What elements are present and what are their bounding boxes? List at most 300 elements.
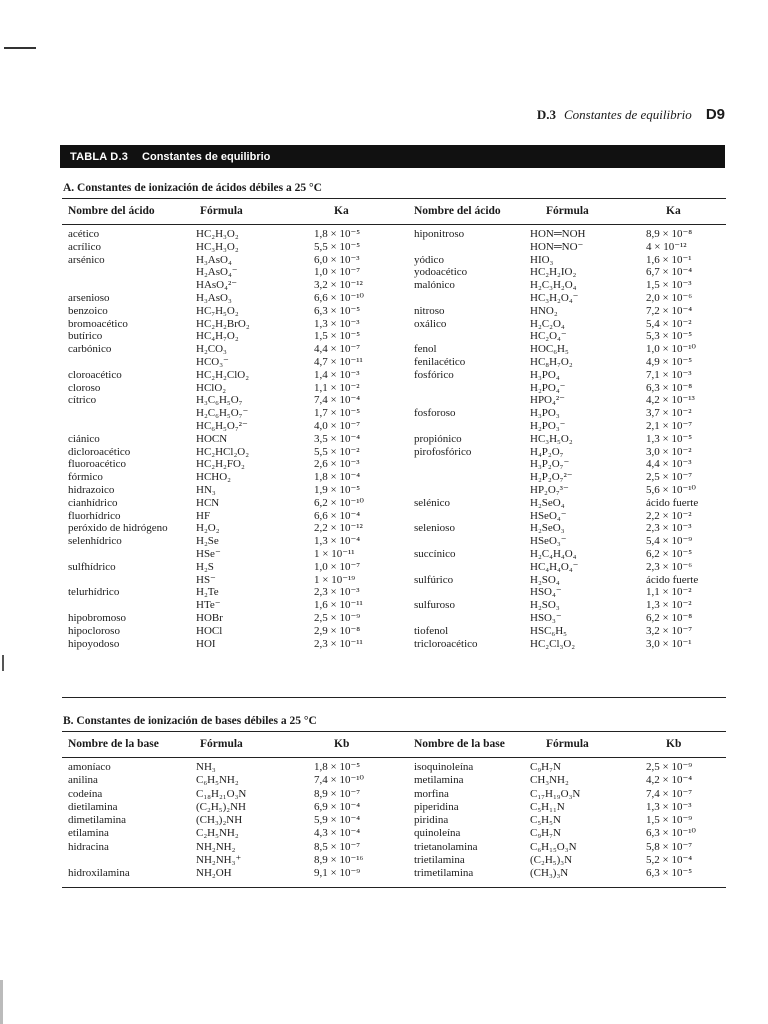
table-b-bottom-rule [62,887,726,888]
table-cell: butírico [68,330,103,343]
table-cell: 6,6 × 10⁻¹⁰ [314,291,364,304]
table-cell: H₃C₆H₅O₇ [196,394,243,407]
table-cell: H₂O₂ [196,522,220,535]
table-cell: H₂C₄H₄O₄ [530,547,577,560]
table-a-body [62,228,726,650]
table-cell: hipobromoso [68,611,127,624]
table-cell: H₃PO₄ [530,368,560,381]
table-cell: 1,5 × 10⁻³ [646,279,692,292]
table-cell: HCN [196,496,220,509]
table-cell: isoquinoleína [414,761,474,773]
table-cell: HOBr [196,611,223,624]
table-cell: 1,3 × 10⁻⁴ [314,535,361,548]
table-cell: HSeO₄⁻ [530,509,567,522]
table-cell: 1,1 × 10⁻² [646,586,692,599]
table-cell: 1,4 × 10⁻³ [314,368,360,381]
table-cell: sulfúrico [414,573,454,586]
table-row [62,394,726,407]
table-cell: quinoleína [414,827,461,840]
table-cell: 6,6 × 10⁻⁴ [314,509,361,522]
table-b-body [62,761,726,881]
table-cell: 2,3 × 10⁻³ [646,522,692,535]
table-cell: C₁₇H₁₉O₃N [530,787,581,800]
table-cell: H₂SeO₄ [530,496,565,509]
table-cell: metilamina [414,774,464,787]
table-cell: 2,1 × 10⁻⁷ [646,419,693,432]
table-cell [62,420,196,433]
table-cell: 6,2 × 10⁻⁵ [646,547,693,560]
table-cell: H₂C₃H₂O₄ [530,279,577,292]
table-cell: HC₂Cl₃O₂ [530,637,576,650]
table-cell: acrílico [68,240,101,253]
table-cell: C₉H₇N [530,827,561,840]
table-cell: 6,3 × 10⁻⁵ [314,304,361,317]
table-cell: HSO₄⁻ [530,586,562,599]
table-cell: cítrico [68,394,97,407]
table-cell: HC₂O₄⁻ [530,330,567,343]
table-cell: 5,5 × 10⁻⁵ [314,240,361,253]
table-cell: dicloroacético [68,445,131,458]
table-row [62,446,726,459]
table-cell: NH₂OH [196,867,232,880]
table-cell: 4,3 × 10⁻⁴ [314,827,361,840]
table-cell: ciánico [68,432,100,445]
table-cell: H₂CO₃ [196,343,227,356]
table-cell: succínico [414,547,456,560]
table-cell: H₄P₂O₇ [530,445,564,458]
table-cell: H₂Se [196,535,219,548]
table-cell: HC₂H₃O₂ [196,228,239,240]
table-cell: 6,2 × 10⁻⁸ [646,611,693,624]
table-cell: HC₂H₂IO₂ [530,266,577,279]
table-cell [414,292,530,305]
table-cell: 1 × 10⁻¹⁹ [314,573,356,586]
section-b-title: B. Constantes de ionización de bases débiles a 25 °C [63,715,317,727]
table-cell: hidrazoico [68,483,115,496]
table-cell: 2,5 × 10⁻⁹ [646,761,693,773]
table-cell: piridina [414,814,449,827]
table-row [62,841,726,854]
table-cell: 6,3 × 10⁻⁸ [646,381,693,394]
table-row [62,497,726,510]
table-row [62,279,726,292]
table-cell: HSeO₃⁻ [530,535,567,548]
table-cell: dimetilamina [68,814,127,827]
table-cell [414,420,530,433]
table-cell: C₅H₅N [530,814,561,827]
table-label: TABLA D.3 [70,150,129,163]
table-cell [414,535,530,548]
table-cell: H₂S [196,560,214,573]
table-row [62,522,726,535]
table-cell: C₁₈H₂₁O₃N [196,787,247,800]
table-cell: 1,0 × 10⁻¹⁰ [646,343,696,356]
section-a-title: A. Constantes de ionización de ácidos débiles a 25 °C [63,182,322,194]
table-cell: fenilacético [414,355,466,368]
table-row [62,625,726,638]
table-cell: carbónico [68,343,112,356]
table-cell [62,548,196,561]
table-cell: 6,9 × 10⁻⁴ [314,800,361,813]
table-cell: 2,6 × 10⁻³ [314,458,360,471]
table-cell: 3,2 × 10⁻¹² [314,279,363,292]
table-cell: fórmico [68,471,103,484]
table-cell [414,612,530,625]
table-cell: HPO₄²⁻ [530,394,565,407]
table-b-header [62,733,726,755]
table-cell: C₆H₅NH₂ [196,774,239,787]
table-cell: HC₃H₅O₂ [530,432,573,445]
table-cell: HNO₂ [530,304,558,317]
table-cell: HOI [196,637,216,650]
table-row [62,228,726,241]
table-cell: 2,0 × 10⁻⁶ [646,291,693,304]
table-cell: HSO₃⁻ [530,611,562,624]
table-cell: HIO₃ [530,253,554,266]
table-cell: sulfhídrico [68,560,116,573]
table-cell: (C₂H₅)₃N [530,854,573,867]
table-cell: 7,4 × 10⁻¹⁰ [314,774,364,787]
margin-tick [2,655,4,671]
table-cell: NH₂NH₂ [196,840,236,853]
table-cell [62,266,196,279]
table-row [62,788,726,801]
header-title: Constantes de equilibrio [563,107,692,122]
table-cell [62,407,196,420]
table-cell [414,382,530,395]
table-cell: 6,3 × 10⁻⁵ [646,867,693,880]
table-row [62,433,726,446]
table-cell: 7,2 × 10⁻⁴ [646,304,693,317]
table-cell: 8,9 × 10⁻⁸ [646,228,693,240]
col-header: Nombre del ácido [414,205,501,217]
table-row [62,420,726,433]
table-cell: 1,6 × 10⁻¹¹ [314,599,363,612]
table-cell: 3,2 × 10⁻⁷ [646,624,693,637]
table-cell: (C₂H₅)₂NH [196,800,246,813]
table-row [62,599,726,612]
table-cell: NH₃ [196,761,216,773]
table-row [62,356,726,369]
table-cell: H₂SO₃ [530,599,560,612]
table-row [62,548,726,561]
table-cell: telurhídrico [68,586,120,599]
table-cell [414,510,530,523]
table-cell: 1,8 × 10⁻⁵ [314,761,361,773]
table-cell [414,458,530,471]
table-row [62,369,726,382]
table-row [62,343,726,356]
table-cell: ácido fuerte [646,573,699,586]
table-cell: 4,9 × 10⁻⁵ [646,355,693,368]
table-cell: selénico [414,496,451,509]
table-cell: cianhídrico [68,496,118,509]
table-cell: peróxido de hidrógeno [68,522,168,535]
table-cell: C₆H₁₅O₃N [530,840,577,853]
table-cell: HCO₃⁻ [196,355,229,368]
table-cell: 5,3 × 10⁻⁵ [646,330,693,343]
table-cell [414,484,530,497]
col-header: Nombre de la base [414,738,505,750]
table-cell: tricloroacético [414,637,478,650]
table-cell: H₂Te [196,586,219,599]
table-cell: 8,5 × 10⁻⁷ [314,840,361,853]
table-row [62,801,726,814]
table-cell: 1,0 × 10⁻⁷ [314,266,361,279]
table-cell: fluoroacético [68,458,127,471]
table-cell: HTe⁻ [196,599,221,612]
table-cell: sulfuroso [414,599,455,612]
header-section: D.3 [536,107,556,122]
running-header [527,106,725,124]
table-a-header-rule [62,224,726,225]
table-cell: cloroacético [68,368,122,381]
table-cell: H₂P₂O₇²⁻ [530,471,573,484]
table-cell: 8,9 × 10⁻¹⁶ [314,854,364,867]
table-cell: HSC₆H₅ [530,624,568,637]
table-cell: H₂SeO₃ [530,522,565,535]
table-cell: HOCN [196,432,228,445]
table-cell: HC₂H₂FO₂ [196,458,245,471]
table-cell: hidroxilamina [68,867,130,880]
table-cell: 1,3 × 10⁻³ [646,800,692,813]
table-row [62,458,726,471]
table-cell: H₂C₂O₄ [530,317,565,330]
table-cell: fluorhídrico [68,509,121,522]
table-cell: 1,9 × 10⁻⁵ [314,483,361,496]
table-cell: 2,3 × 10⁻⁶ [646,560,693,573]
table-cell: 4,0 × 10⁻⁷ [314,419,361,432]
table-cell: arsenioso [68,291,110,304]
table-cell: C₅H₁₁N [530,800,565,813]
table-row [62,330,726,343]
table-cell: 1,5 × 10⁻⁹ [646,814,693,827]
table-cell [62,599,196,612]
table-cell: C₉H₇N [530,761,561,773]
table-cell: 1,3 × 10⁻² [646,599,692,612]
table-row [62,254,726,267]
table-row [62,382,726,395]
table-cell: 1,6 × 10⁻¹ [646,253,692,266]
table-cell: 2,9 × 10⁻⁸ [314,624,361,637]
table-cell: cloroso [68,381,101,394]
table-cell: hidracina [68,840,109,853]
table-cell: HN₃ [196,483,216,496]
table-cell [414,241,530,254]
table-cell: morfina [414,787,449,800]
table-cell: NH₂NH₃⁺ [196,854,242,867]
table-cell: 1,8 × 10⁻⁵ [314,228,361,240]
table-row [62,510,726,523]
table-cell: HF [196,509,211,522]
table-cell: 6,3 × 10⁻¹⁰ [646,827,696,840]
table-cell: 1,1 × 10⁻² [314,381,360,394]
table-cell: trietanolamina [414,840,478,853]
table-cell: H₃PO₃ [530,407,560,420]
table-cell: fenol [414,343,437,356]
table-cell: 4 × 10⁻¹² [646,240,687,253]
table-cell: HC₇H₅O₂ [196,304,239,317]
table-cell: yodoacético [414,266,468,279]
table-cell: H₂PO₄⁻ [530,381,566,394]
table-cell: 2,5 × 10⁻⁷ [646,471,693,484]
table-cell: pirofosfórico [414,445,472,458]
table-cell: trietilamina [414,854,465,867]
table-cell: 1,7 × 10⁻⁵ [314,407,361,420]
table-cell: HC₃H₃O₂ [196,240,239,253]
table-row [62,586,726,599]
col-header: Nombre de la base [68,738,159,750]
table-cell: H₂SO₄ [530,573,560,586]
table-row [62,241,726,254]
table-cell: 5,4 × 10⁻² [646,317,692,330]
col-header: Kb [334,738,350,750]
table-cell: HON═NOH [530,228,586,240]
table-cell: dietilamina [68,800,118,813]
table-cell: HC₄H₇O₂ [196,330,239,343]
binding-edge [0,980,3,1024]
table-cell: 4,4 × 10⁻⁷ [314,343,361,356]
table-cell: 2,2 × 10⁻¹² [314,522,363,535]
table-cell: piperidina [414,800,459,813]
table-cell: codeína [68,787,103,800]
table-cell [414,394,530,407]
table-cell: 1 × 10⁻¹¹ [314,547,355,560]
table-cell: HOC₆H₅ [530,343,569,356]
col-header: Ka [334,205,349,217]
table-cell: 5,2 × 10⁻⁴ [646,854,693,867]
table-cell: H₂AsO₄⁻ [196,266,238,279]
table-cell: selenhídrico [68,535,122,548]
col-header: Fórmula [200,738,243,750]
table-cell: HSe⁻ [196,547,221,560]
table-cell [62,279,196,292]
table-cell: HS⁻ [196,573,216,586]
table-cell: hipocloroso [68,624,120,637]
table-cell: H₃AsO₃ [196,291,232,304]
table-cell [62,356,196,369]
table-cell: 1,8 × 10⁻⁴ [314,471,361,484]
table-cell [414,586,530,599]
col-header: Nombre del ácido [68,205,155,217]
table-cell: tiofenol [414,624,449,637]
table-cell: 3,5 × 10⁻⁴ [314,432,361,445]
table-cell: 2,3 × 10⁻³ [314,586,360,599]
table-cell: 4,2 × 10⁻⁴ [646,774,693,787]
table-row [62,774,726,787]
table-row [62,535,726,548]
table-cell: 2,5 × 10⁻⁹ [314,611,361,624]
table-cell: 3,7 × 10⁻² [646,407,692,420]
table-cell: HC₂H₂BrO₂ [196,317,250,330]
table-cell: 1,3 × 10⁻³ [314,317,360,330]
table-cell: propiónico [414,432,462,445]
table-cell: 2,3 × 10⁻¹¹ [314,637,363,650]
corner-mark [4,47,36,49]
table-row [62,638,726,651]
table-cell: H₂PO₃⁻ [530,419,566,432]
table-cell: HC₄H₄O₄⁻ [530,560,579,573]
table-cell: fosforoso [414,407,456,420]
table-cell: 7,1 × 10⁻³ [646,368,692,381]
table-cell: nitroso [414,304,445,317]
table-a-header [62,200,726,222]
table-cell: HCHO₂ [196,471,232,484]
table-cell [62,574,196,587]
table-cell: 9,1 × 10⁻⁹ [314,867,361,880]
table-cell: H₃AsO₄ [196,253,232,266]
table-cell: selenioso [414,522,455,535]
table-cell: trimetilamina [414,867,474,880]
table-cell: (CH₃)₂NH [196,814,243,827]
table-cell: HOCl [196,624,223,637]
table-cell [414,561,530,574]
table-cell: oxálico [414,317,447,330]
table-cell: HON═NO⁻ [530,240,584,253]
table-cell: acético [68,228,100,240]
table-cell: anilina [68,774,98,787]
table-cell: yódico [414,253,444,266]
table-cell: 7,4 × 10⁻⁴ [314,394,361,407]
table-cell: 3,0 × 10⁻² [646,445,692,458]
table-cell: 4,4 × 10⁻³ [646,458,692,471]
table-cell: 6,2 × 10⁻¹⁰ [314,496,364,509]
table-cell: amoníaco [68,761,111,773]
table-row [62,814,726,827]
table-cell: HC₆H₅O₇²⁻ [196,419,248,432]
table-cell: 8,9 × 10⁻⁷ [314,787,361,800]
col-header: Fórmula [546,738,589,750]
table-cell: hiponitroso [414,228,465,240]
table-cell: HC₃H₂O₄⁻ [530,291,579,304]
table-a-bottom-rule [62,697,726,698]
table-a-top-rule [62,198,726,199]
table-b-header-rule [62,757,726,758]
table-row [62,305,726,318]
table-cell: HAsO₄²⁻ [196,279,238,292]
table-row [62,867,726,880]
table-cell: 5,5 × 10⁻² [314,445,360,458]
table-cell: fosfórico [414,368,454,381]
table-row [62,266,726,279]
table-cell: 6,0 × 10⁻³ [314,253,360,266]
table-cell: HP₂O₇³⁻ [530,483,569,496]
page-number: D9 [705,106,725,123]
table-row [62,407,726,420]
table-row [62,292,726,305]
table-cell: HC₂HCl₂O₂ [196,445,250,458]
table-cell: 7,4 × 10⁻⁷ [646,787,693,800]
table-row [62,827,726,840]
table-cell: 5,6 × 10⁻¹⁰ [646,483,696,496]
table-title: Constantes de equilibrio [142,150,271,163]
table-cell: 1,0 × 10⁻⁷ [314,560,361,573]
table-cell [414,471,530,484]
table-cell: HC₈H₇O₂ [530,355,573,368]
col-header: Ka [666,205,681,217]
table-cell: 4,2 × 10⁻¹³ [646,394,695,407]
table-cell: 1,5 × 10⁻⁵ [314,330,361,343]
table-cell: 5,8 × 10⁻⁷ [646,840,693,853]
table-cell: (CH₃)₃N [530,867,569,880]
table-cell [414,330,530,343]
table-cell: HC₂H₂ClO₂ [196,368,250,381]
table-cell: 6,7 × 10⁻⁴ [646,266,693,279]
table-cell: benzoico [68,304,108,317]
table-row [62,318,726,331]
table-row [62,471,726,484]
table-cell [62,854,196,867]
